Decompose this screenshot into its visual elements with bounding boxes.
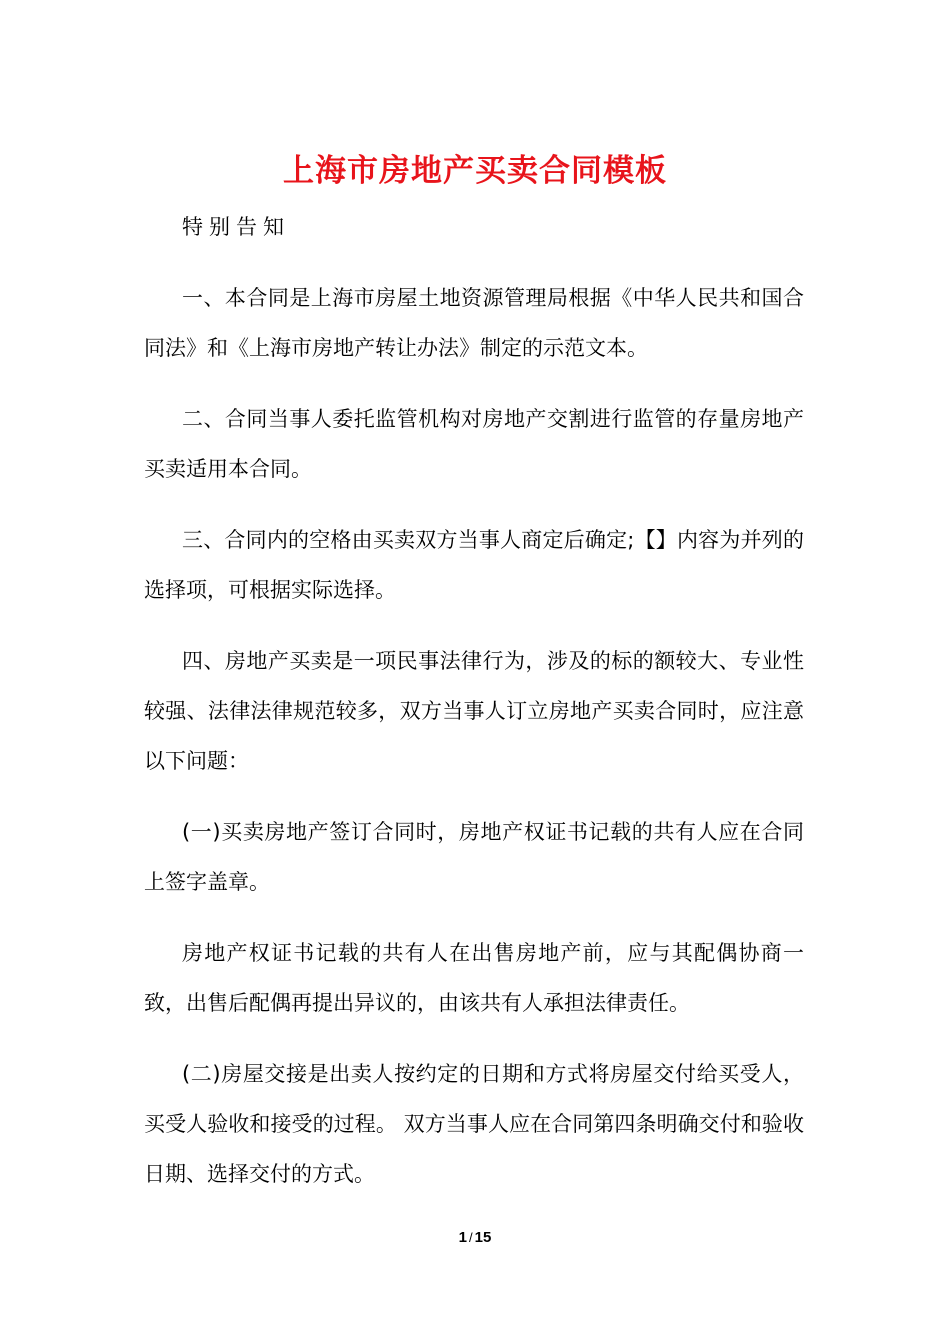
total-pages: 15	[474, 1229, 492, 1246]
paragraph-2: 二、合同当事人委托监管机构对房地产交割进行监管的存量房地产买卖适用本合同。	[144, 407, 804, 481]
paragraph-7: (二)房屋交接是出卖人按约定的日期和方式将房屋交付给买受人，买受人验收和接受的过程。 双方当事人应在合同第四条明确交付和验收日期、选择交付的方式。	[144, 1062, 804, 1186]
page-separator: /	[469, 1230, 473, 1245]
page-number	[0, 1226, 950, 1250]
document-body	[144, 202, 804, 1220]
paragraph-5: (一)买卖房地产签订合同时，房地产权证书记载的共有人应在合同上签字盖章。	[144, 820, 804, 894]
paragraph-6: 房地产权证书记载的共有人在出售房地产前，应与其配偶协商一致，出售后配偶再提出异议的，由该共有人承担法律责任。	[144, 941, 804, 1015]
notice-heading: 特别告知	[182, 215, 290, 239]
current-page: 1	[458, 1229, 468, 1246]
paragraph-3: 三、合同内的空格由买卖双方当事人商定后确定;【】内容为并列的选择项，可根据实际选择。	[144, 528, 804, 602]
document-title: 上海市房地产买卖合同模板	[283, 152, 667, 189]
paragraph-1: 一、本合同是上海市房屋土地资源管理局根据《中华人民共和国合同法》和《上海市房地产转让办法》制定的示范文本。	[144, 286, 804, 360]
paragraph-4: 四、房地产买卖是一项民事法律行为，涉及的标的额较大、专业性较强、法律法律规范较多，双方当事人订立房地产买卖合同时，应注意以下问题：	[144, 649, 804, 773]
